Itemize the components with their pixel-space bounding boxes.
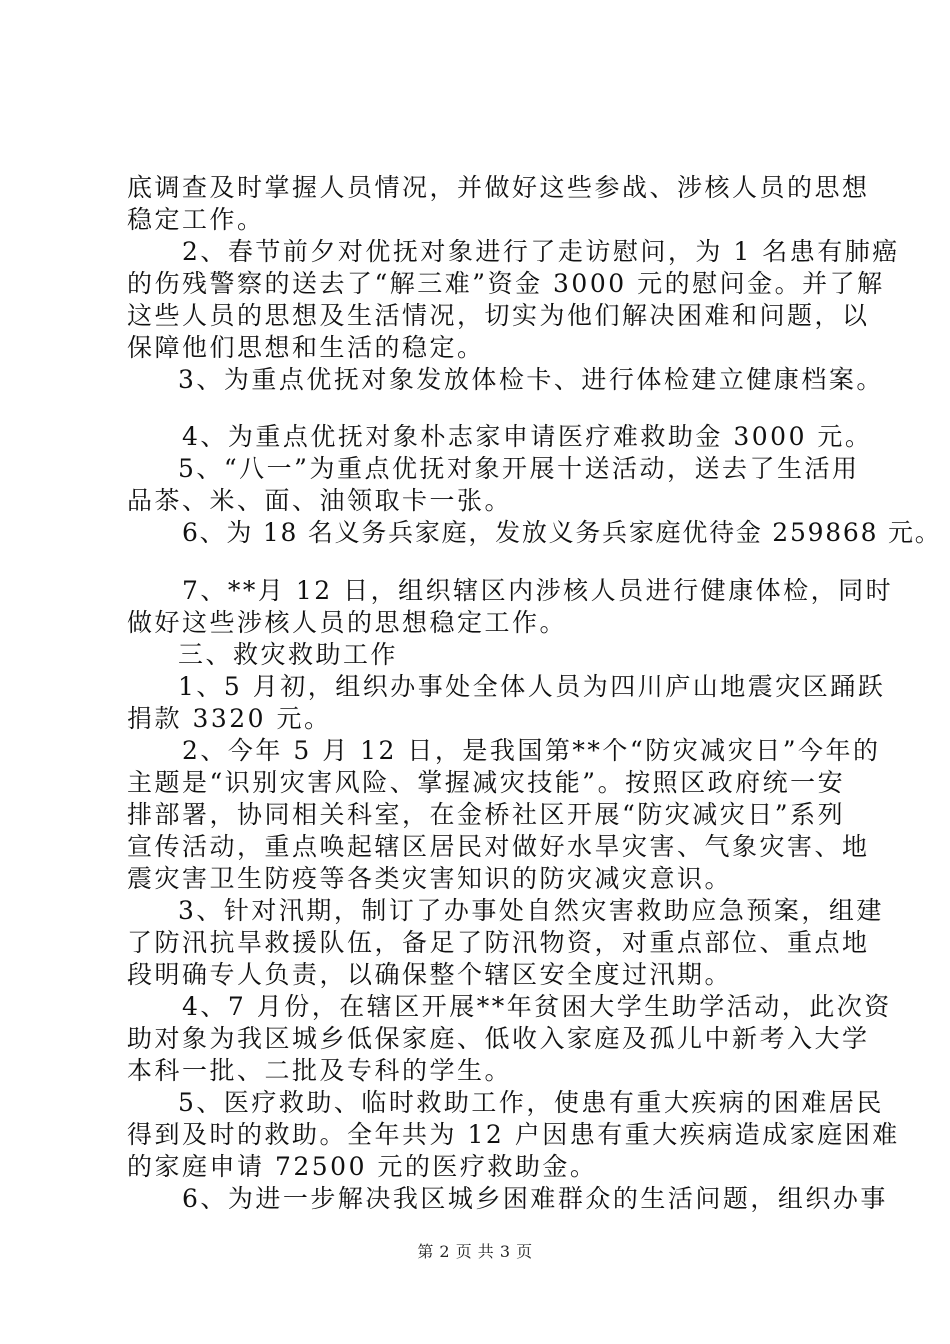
body-text-line: 的伤残警察的送去了“解三难”资金 3000 元的慰问金。并了解 — [127, 269, 885, 298]
body-text-line: 的家庭申请 72500 元的医疗救助金。 — [127, 1152, 598, 1181]
body-text-line: 做好这些涉核人员的思想稳定工作。 — [127, 608, 568, 637]
body-text-line: 4、为重点优抚对象朴志家申请医疗难救助金 3000 元。 — [182, 422, 873, 451]
body-text-line: 3、为重点优抚对象发放体检卡、进行体检建立健康档案。 — [178, 365, 884, 394]
body-text-line: 助对象为我区城乡低保家庭、低收入家庭及孤儿中新考入大学 — [127, 1024, 870, 1053]
body-text-line: 捐款 3320 元。 — [127, 704, 332, 733]
page-number-footer: 第 2 页 共 3 页 — [417, 1242, 533, 1261]
body-text-line: 2、今年 5 月 12 日，是我国第**个“防灾减灾日”今年的 — [182, 736, 881, 765]
body-text-line: 6、为 18 名义务兵家庭，发放义务兵家庭优待金 259868 元。 — [182, 518, 942, 547]
body-text-line: 本科一批、二批及专科的学生。 — [127, 1056, 513, 1085]
body-text-line: 6、为进一步解决我区城乡困难群众的生活问题，组织办事 — [182, 1184, 888, 1213]
body-text-line: 得到及时的救助。全年共为 12 户因患有重大疾病造成家庭困难 — [127, 1120, 900, 1149]
body-text-line: 7、**月 12 日，组织辖区内涉核人员进行健康体检，同时 — [182, 576, 894, 605]
body-text-line: 保障他们思想和生活的稳定。 — [127, 333, 485, 362]
body-text-line: 这些人员的思想及生活情况，切实为他们解决困难和问题，以 — [127, 301, 870, 330]
body-text-line: 段明确专人负责，以确保整个辖区安全度过汛期。 — [127, 960, 733, 989]
body-text-line: 稳定工作。 — [127, 205, 265, 234]
body-text-line: 宣传活动，重点唤起辖区居民对做好水旱灾害、气象灾害、地 — [127, 832, 870, 861]
body-text-line: 排部署，协同相关科室，在金桥社区开展“防灾减灾日”系列 — [127, 800, 846, 829]
body-text-line: 5、医疗救助、临时救助工作，使患有重大疾病的困难居民 — [178, 1088, 884, 1117]
body-text-line: 5、“八一”为重点优抚对象开展十送活动，送去了生活用 — [178, 454, 860, 483]
body-text-line: 1、5 月初，组织办事处全体人员为四川庐山地震灾区踊跃 — [178, 672, 886, 701]
body-text-line: 3、针对汛期，制订了办事处自然灾害救助应急预案，组建 — [178, 896, 884, 925]
body-text-line: 底调查及时掌握人员情况，并做好这些参战、涉核人员的思想 — [127, 173, 870, 202]
body-text-line: 震灾害卫生防疫等各类灾害知识的防灾减灾意识。 — [127, 864, 733, 893]
body-text-line: 品茶、米、面、油领取卡一张。 — [127, 486, 513, 515]
body-text-line: 2、春节前夕对优抚对象进行了走访慰问，为 1 名患有肺癌 — [182, 237, 900, 266]
body-text-line: 主题是“识别灾害风险、掌握减灾技能”。按照区政府统一安 — [127, 768, 846, 797]
body-text-line: 了防汛抗旱救援队伍，备足了防汛物资，对重点部位、重点地 — [127, 928, 870, 957]
body-text-line: 4、7 月份，在辖区开展**年贫困大学生助学活动，此次资 — [182, 992, 892, 1021]
section-heading: 三、救灾救助工作 — [178, 640, 399, 669]
